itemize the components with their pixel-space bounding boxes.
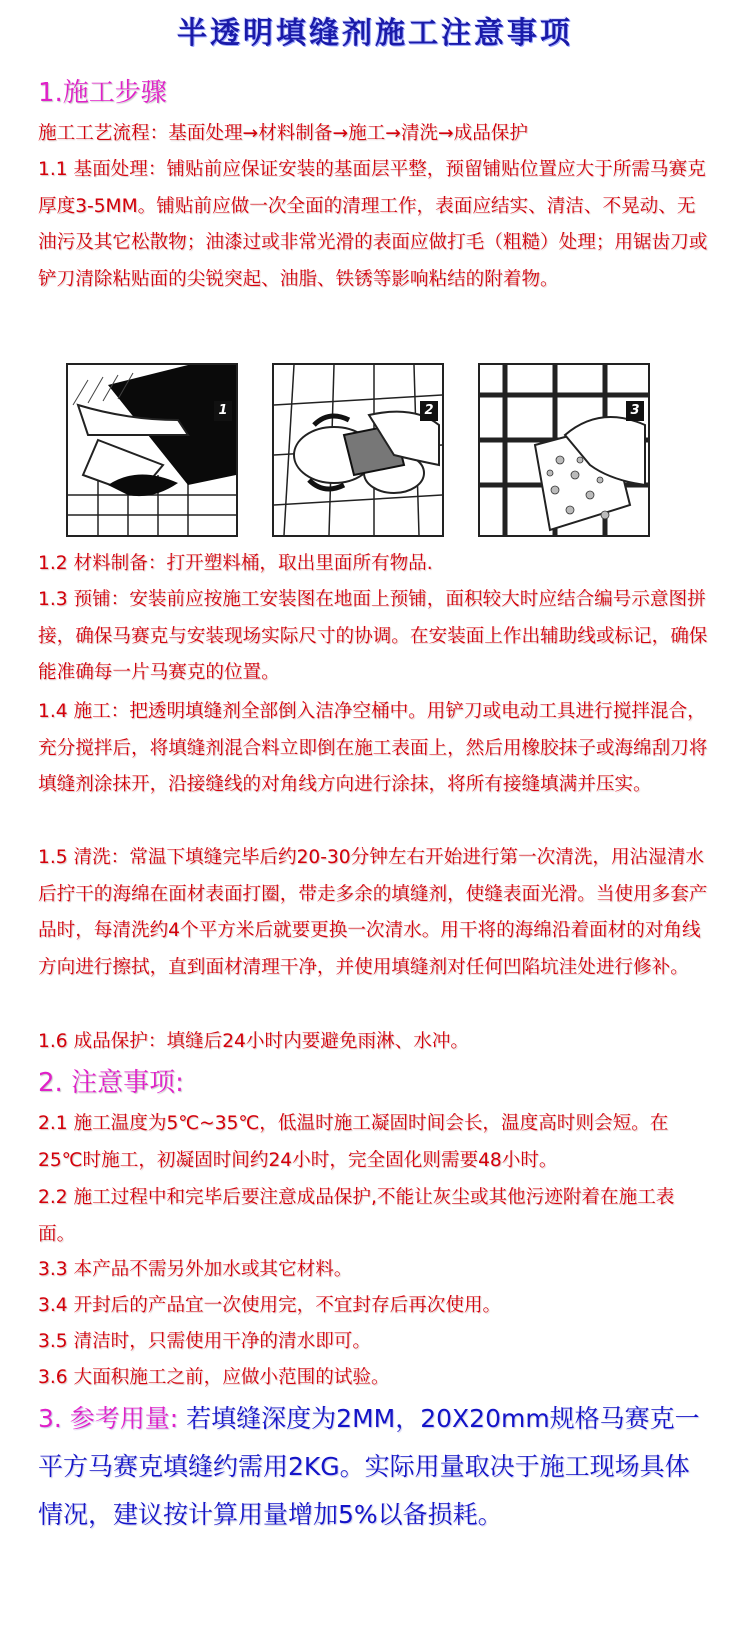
step-1-6-text: 1.6 成品保护：填缝后24小时内要避免雨淋、水冲。: [38, 1031, 470, 1052]
figure-number-badge: 1: [214, 401, 232, 421]
figure-3: [478, 363, 650, 537]
note-2-1-text: 2.1 施工温度为5℃~35℃，低温时施工凝固时间会长，温度高时则会短。在25℃时施工，初凝固时间约24小时，完全固化则需要48小时。: [38, 1113, 669, 1171]
note-3-3-text: 3.3 本产品不需另外加水或其它材料。: [38, 1259, 353, 1280]
figure-2: [272, 363, 444, 537]
note-2-2-text: 2.2 施工过程中和完毕后要注意成品保护,不能让灰尘或其他污迹附着在施工表面。: [38, 1187, 675, 1245]
step-1-4-text: 1.4 施工：把透明填缝剂全部倒入洁净空桶中。用铲刀或电动工具进行搅拌混合，充分搅拌后，将填缝剂混合料立即倒在施工表面上，然后用橡胶抹子或海绵刮刀将填缝剂涂抹开，沿接缝线的对角线方向进行涂抹，将所有接缝填满并压实。: [38, 701, 708, 795]
note-3-5-text: 3.5 清洁时，只需使用干净的清水即可。: [38, 1331, 371, 1352]
page-title: 半透明填缝剂施工注意事项: [177, 16, 573, 51]
step-1-2-text: 1.2 材料制备：打开塑料桶，取出里面所有物品.: [38, 553, 433, 574]
note-3-6-text: 3.6 大面积施工之前，应做小范围的试验。: [38, 1367, 390, 1388]
section-heading-reference-usage: 3. 参考用量:: [38, 1404, 179, 1433]
section-heading-precautions: 2. 注意事项:: [38, 1068, 184, 1098]
step-1-5-text: 1.5 清洗：常温下填缝完毕后约20-30分钟左右开始进行第一次清洗，用沾湿清水后拧干的海绵在面材表面打圈，带走多余的填缝剂，使缝表面光滑。当使用多套产品时，每清洗约4个平方米后就要更换一次清水。用干将的海绵沿着面材的对角线方向进行擦拭，直到面材清理干净，并使用填缝剂对任何凹陷坑洼处进行修补。: [38, 847, 708, 978]
sponge-circular-cleaning-illustration: [274, 365, 442, 535]
trowel-applying-adhesive-illustration: [68, 365, 236, 535]
figure-number-badge: 2: [420, 401, 438, 421]
section-heading-construction-steps: 1.施工步骤: [38, 78, 167, 108]
note-3-4-text: 3.4 开封后的产品宜一次使用完，不宜封存后再次使用。: [38, 1295, 502, 1316]
sponge-wiping-tiles-illustration: [480, 365, 648, 535]
figure-1: [66, 363, 238, 537]
step-1-1-text: 1.1 基面处理：铺贴前应保证安装的基面层平整，预留铺贴位置应大于所需马赛克厚度3-5MM。铺贴前应做一次全面的清理工作，表面应结实、清洁、不晃动、无油污及其它松散物；油漆过或非常光滑的表面应做打毛（粗糙）处理；用锯齿刀或铲刀清除粘贴面的尖锐突起、油脂、铁锈等影响粘结的附着物。: [38, 159, 708, 290]
figure-number-badge: 3: [626, 401, 644, 421]
process-flow-text: 施工工艺流程：基面处理→材料制备→施工→清洗→成品保护: [38, 123, 528, 144]
step-1-3-text: 1.3 预铺：安装前应按施工安装图在地面上预铺，面积较大时应结合编号示意图拼接，确保马赛克与安装现场实际尺寸的协调。在安装面上作出辅助线或标记，确保能准确每一片马赛克的位置。: [38, 589, 708, 683]
reference-usage-text: 若填缝深度为2MM，20X20mm规格马赛克一平方马赛克填缝约需用2KG。实际用量取决于施工现场具体情况，建议按计算用量增加5%以备损耗。: [38, 1404, 700, 1529]
reference-usage-paragraph: [38, 1395, 710, 1539]
